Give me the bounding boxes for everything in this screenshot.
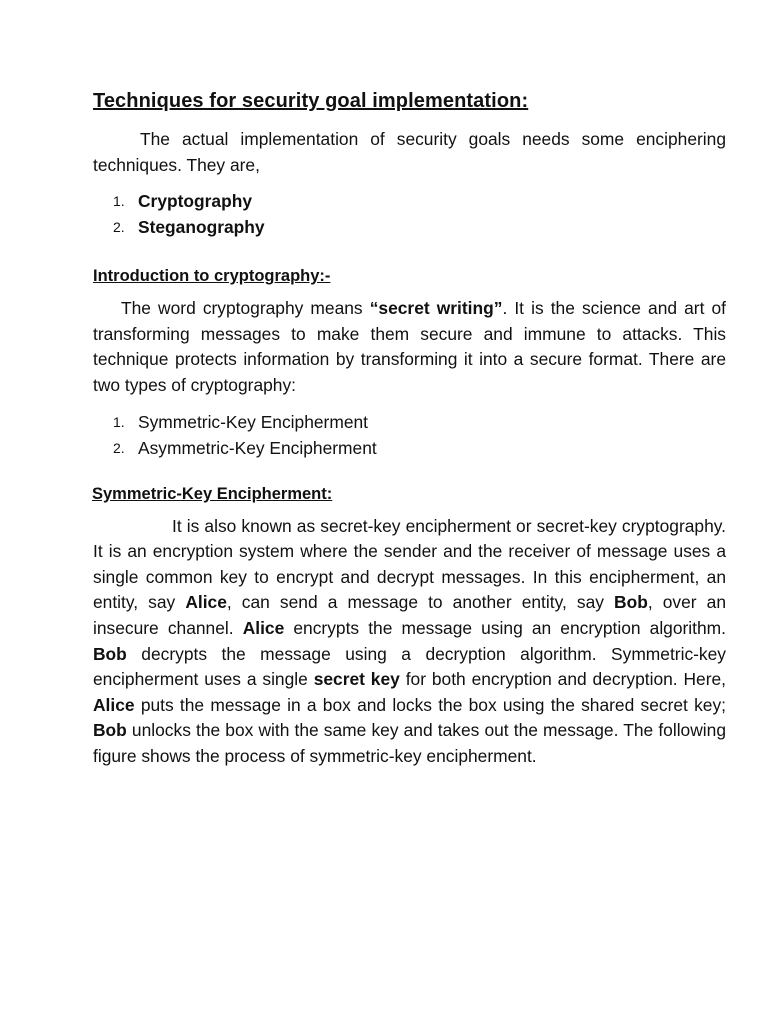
list-item — [93, 188, 726, 214]
text-run: , over an insecure channel. — [93, 592, 726, 638]
list-item — [93, 409, 726, 435]
body-paragraph — [93, 296, 726, 398]
text-run: The word cryptography means — [121, 298, 370, 319]
section-symmetric-key — [93, 485, 726, 770]
text-run: puts the message in a box and locks the box using the shared secret key; — [134, 694, 726, 715]
bold-text: Alice — [185, 592, 227, 613]
bold-text: Bob — [614, 592, 648, 613]
text-run: . It is the science and art of transforming messages to make them secure and immune to attacks. This technique protects information by transforming it into a secure format. There are two types of cryptography: — [93, 298, 726, 395]
bold-text: Bob — [93, 720, 127, 741]
section-heading: Techniques for security goal implementation: — [93, 90, 529, 112]
text-run: encrypts the message using an encryption algorithm. — [284, 617, 726, 638]
text-run: for both encryption and decryption. Here, — [399, 669, 727, 690]
bold-text: “secret writing” — [369, 298, 503, 319]
section-heading: Symmetric-Key Encipherment: — [92, 484, 333, 503]
list-label: Cryptography — [138, 191, 253, 212]
text-run: unlocks the box with the same key and takes out the message. The following figure shows the process of symmetric-key encipherment. — [93, 720, 726, 766]
list-label: Asymmetric-Key Encipherment — [138, 437, 377, 458]
list-label: Steganography — [138, 217, 265, 238]
bold-text: Alice — [93, 694, 135, 715]
text-run: decrypts the message using a decryption algorithm. Symmetric-key encipherment uses a single — [93, 643, 726, 690]
text-run: , can send a message to another entity, say — [226, 592, 615, 613]
list-item — [93, 214, 726, 240]
section-heading: Introduction to cryptography:- — [93, 267, 331, 286]
body-paragraph — [93, 514, 726, 770]
text-run: It is also known as secret-key encipherment or secret-key cryptography. It is an encryption system where the sender and the receiver of message uses a single common key to encrypt and decrypt messages. In this encipherment, an entity, say — [93, 515, 726, 613]
list-item — [93, 435, 726, 461]
bold-text: Alice — [242, 617, 285, 638]
bold-text: secret key — [313, 669, 400, 690]
section-security-techniques — [93, 90, 726, 240]
list-number: 2. — [113, 439, 125, 456]
bold-text: Bob — [93, 643, 127, 664]
list-number: 1. — [113, 413, 125, 430]
section-intro-cryptography — [93, 267, 726, 460]
list-number: 1. — [113, 193, 125, 210]
intro-paragraph: The actual implementation of security goals needs some enciphering techniques. They are, — [93, 129, 726, 175]
cryptography-types-list — [93, 409, 726, 461]
technique-list — [93, 188, 726, 240]
list-number: 2. — [113, 219, 125, 236]
list-label: Symmetric-Key Encipherment — [138, 411, 369, 432]
